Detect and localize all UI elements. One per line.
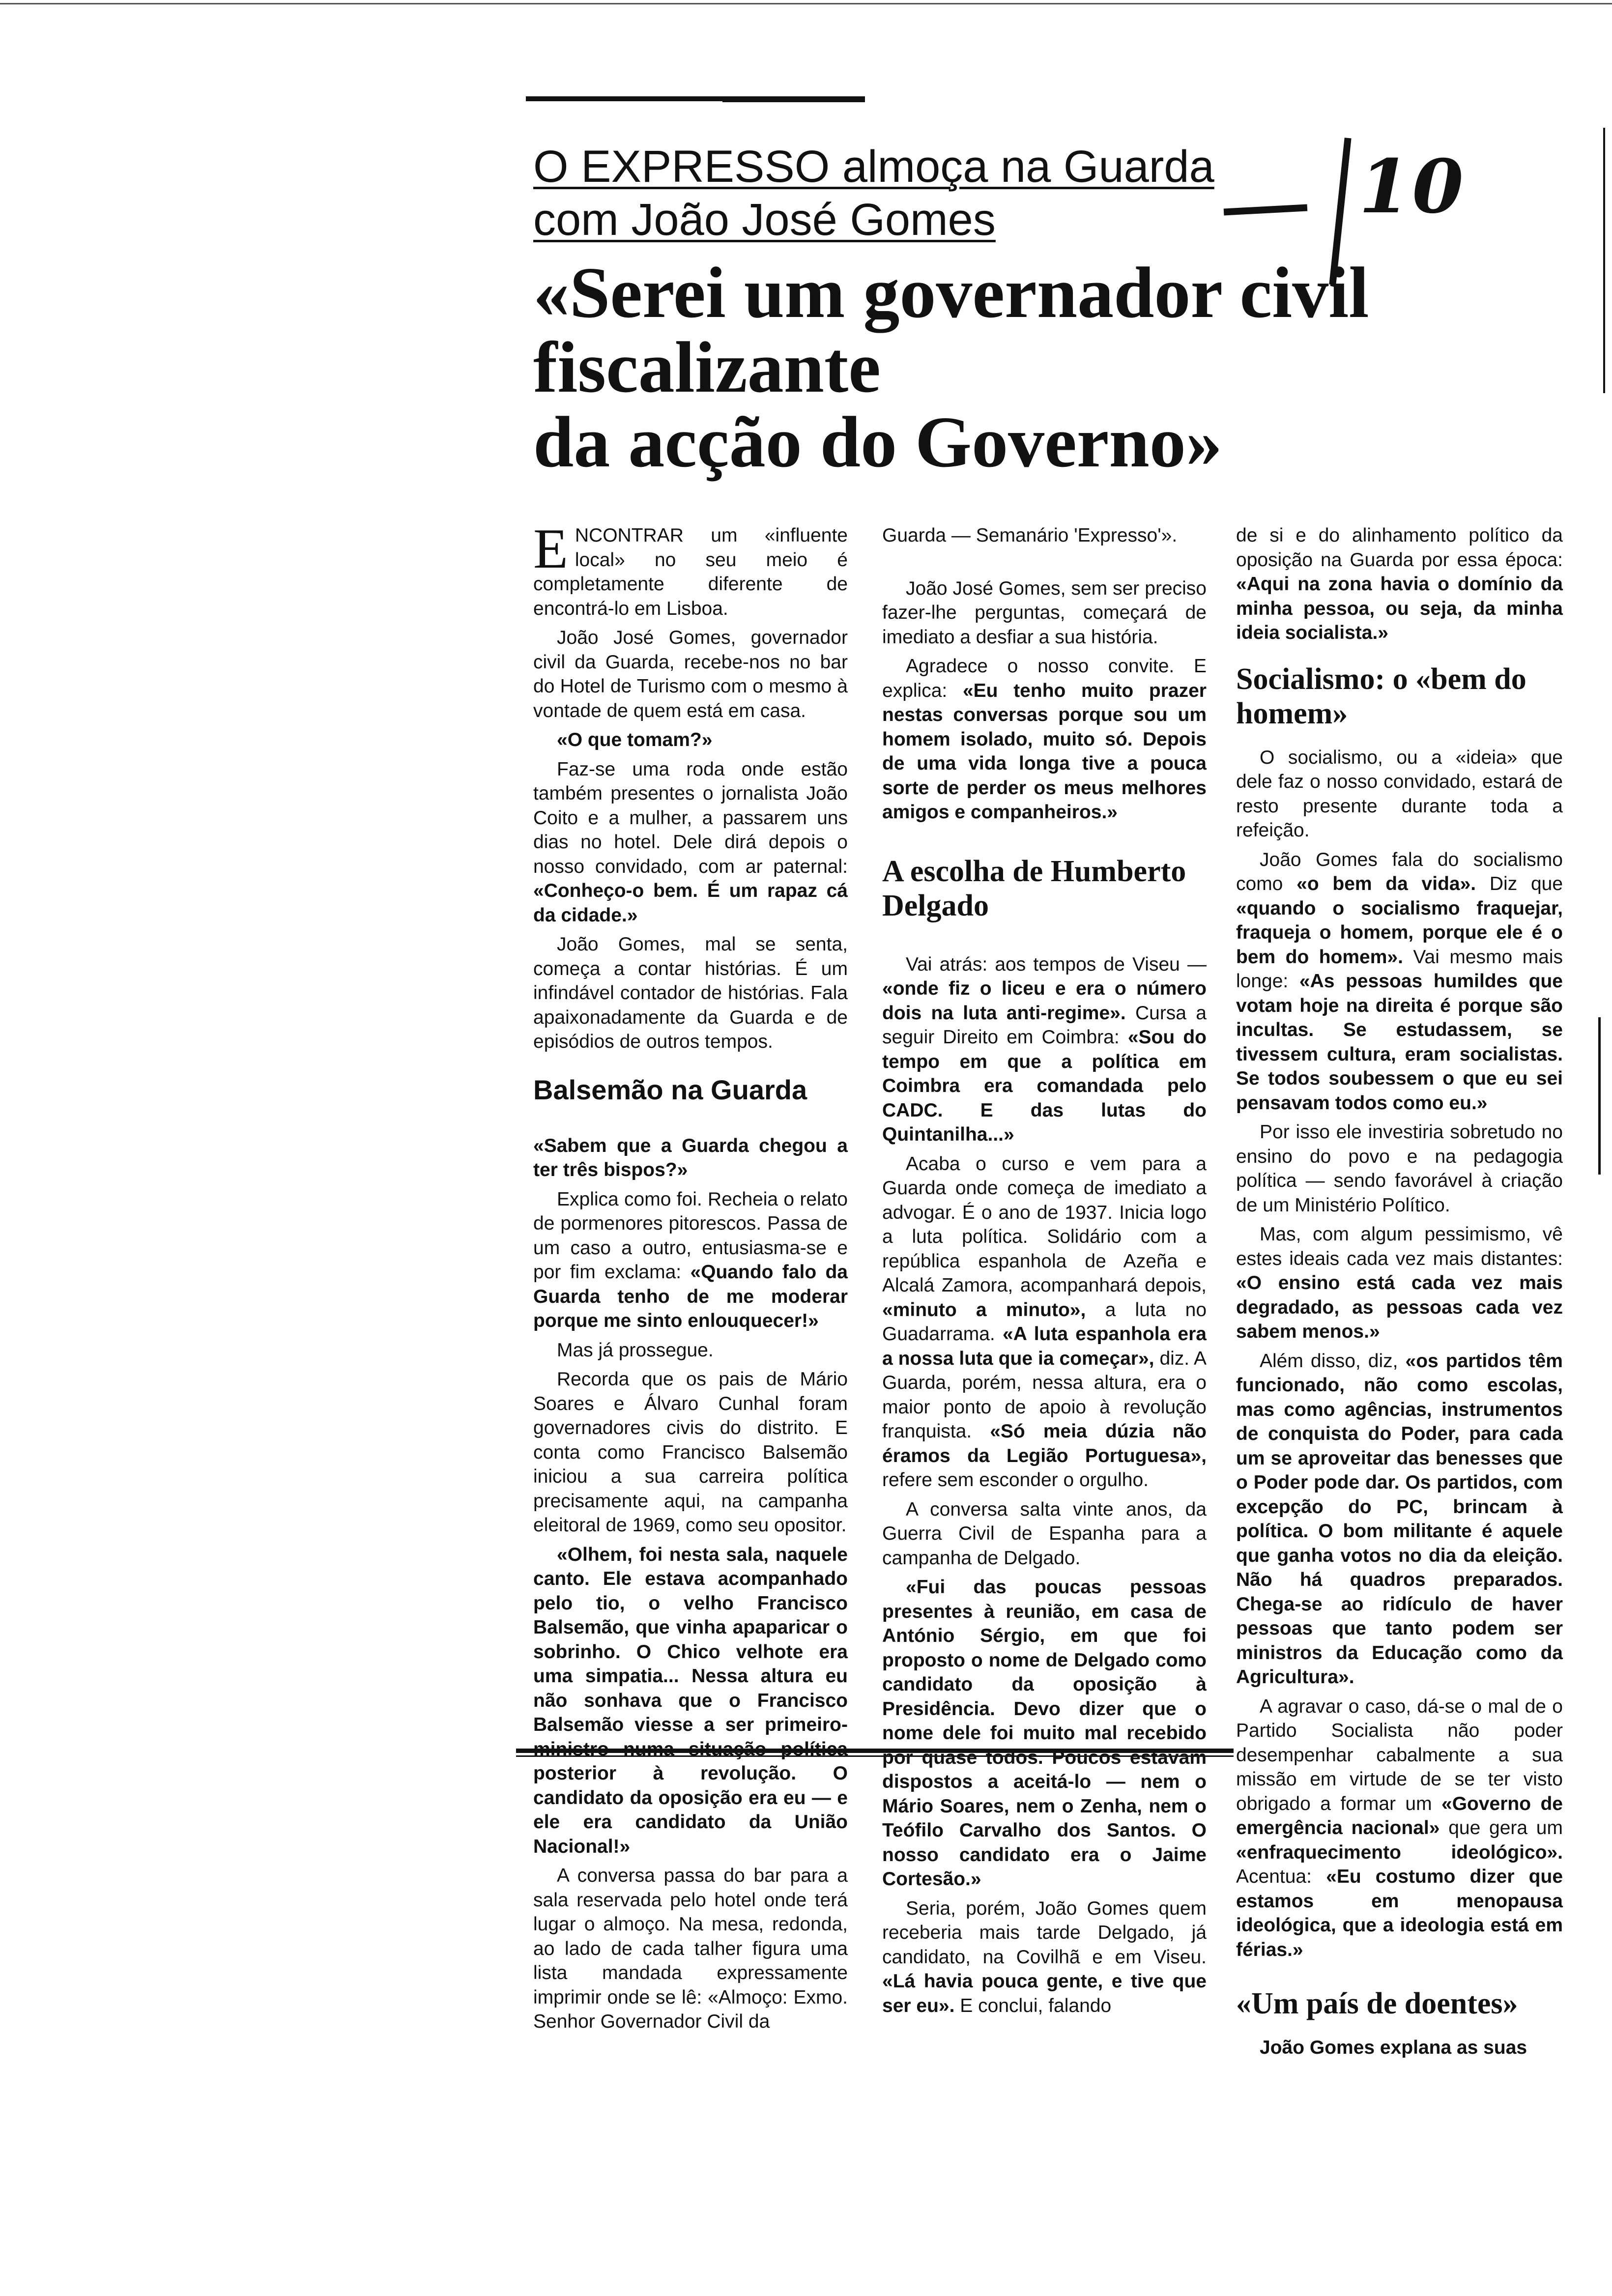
kicker	[533, 140, 1214, 246]
paragraph: Por isso ele investiria sobretudo no ensino do povo e na pedagogia política — sendo favorável à criação de um Ministério Político.	[1236, 1121, 1563, 1216]
paragraph: Guarda — Semanário 'Expresso'».	[882, 525, 1178, 546]
kicker-line-2: com João José Gomes	[533, 195, 996, 245]
paragraph: O socialismo, ou a «ideia» que dele faz o nosso convidado, estará de resto presente durante toda a refeição.	[1236, 746, 1563, 841]
paragraph: Vai atrás: aos tempos de Viseu — «onde fiz o liceu e era o número dois na luta anti-regime». Cursa a seguir Direito em Coimbra: «Sou do tempo em que a política em Coimbra era comandada pelo CADC. E das lutas do Quintanilha...»	[882, 953, 1207, 1145]
drop-cap: E	[533, 517, 568, 580]
paragraph: João Gomes explana as suas	[1260, 2037, 1527, 2058]
paragraph: Mas já prossegue.	[557, 1339, 714, 1361]
paragraph: Acaba o curso e vem para a Guarda onde começa de imediato a advogar. É o ano de 1937. Inicia logo a luta política. Solidário com a república espanhola de Azeña e Alcalá Zamora, acompanhará depois, «minuto a minuto», a luta no Guadarrama. «A luta espanhola era a nossa luta que ia começar», diz. A Guarda, porém, nessa altura, era o maior ponto de apoio à revolução franquista. «Só meia dúzia não éramos da Legião Portuguesa», refere sem esconder o orgulho.	[882, 1153, 1207, 1491]
subheading-socialismo: Socialismo: o «bem do homem»	[1236, 662, 1526, 730]
column-1	[533, 517, 848, 2039]
column-3	[1236, 523, 1563, 2065]
paragraph: A conversa passa do bar para a sala reservada pelo hotel onde terá lugar o almoço. Na mesa, redonda, ao lado de cada talher figura uma lista mandada expressamente imprimir onde se lê: «Almoço: Exmo. Senhor Governador Civil da	[533, 1865, 848, 2032]
handwritten-number: 10	[1359, 144, 1466, 230]
subheading-balsemao: Balsemão na Guarda	[533, 1074, 807, 1105]
paragraph: Explica como foi. Recheia o relato de pormenores pitorescos. Passa de um caso a outro, entusiasma-se e por fim exclama: «Quando falo da Guarda tenho de me moderar porque me sinto enlouquecer!»	[533, 1188, 848, 1331]
paragraph: Além disso, diz, «os partidos têm funcionado, não como escolas, mas como agências, instrumentos de conquista do Poder, para cada um se aproveitar das benesses que o Poder pode dar. Os partidos, com excepção do PC, brincam à política. O bom militante é aquele que ganha votos no dia da eleição. Não há quadros preparados. Chega-se ao ridículo de haver pessoas que tanto podem ser ministros da Educação como da Agricultura».	[1236, 1350, 1563, 1688]
paragraph: «Fui das poucas pessoas presentes à reunião, em casa de António Sérgio, em que foi proposto o nome de Delgado como candidato da oposição à Presidência. Devo dizer que o nome dele foi muito mal recebido por quase todos. Poucos estavam dispostos a aceitá-lo — nem o Mário Soares, nem o Zenha, nem o Teófilo Carvalho dos Santos. O nosso candidato era o Jaime Cortesão.»	[882, 1577, 1207, 1890]
headline-line-2: fiscalizante	[533, 327, 881, 408]
paragraph: Mas, com algum pessimismo, vê estes ideais cada vez mais distantes: «O ensino está cada vez mais degradado, as pessoas cada vez sabem menos.»	[1236, 1224, 1563, 1342]
paragraph: Seria, porém, João Gomes quem receberia mais tarde Delgado, já candidato, na Covilhã e em Viseu. «Lá havia pouca gente, e tive que ser eu». E conclui, falando	[882, 1897, 1207, 2016]
headline	[533, 253, 1516, 483]
right-edge-line	[1603, 128, 1605, 393]
kicker-top-rule-thin	[722, 101, 865, 102]
paragraph: «O que tomam?»	[557, 729, 713, 750]
column-2	[882, 523, 1207, 2023]
paragraph: «Sabem que a Guarda chegou a ter três bispos?»	[533, 1135, 848, 1180]
headline-line-3: da acção do Governo»	[533, 402, 1222, 483]
paragraph: de si e do alinhamento político da oposição na Guarda por essa época: «Aqui na zona havia o domínio da minha pessoa, ou seja, da minha ideia socialista.»	[1236, 525, 1563, 643]
right-edge-line-2	[1598, 1017, 1601, 1175]
paragraph: Agradece o nosso convite. E explica: «Eu tenho muito prazer nestas conversas porque sou um homem isolado, muito só. Depois de uma vida longa tive a pouca sorte de perder os meus melhores amigos e companheiros.»	[882, 656, 1207, 823]
paragraph: João José Gomes, sem ser preciso fazer-lhe perguntas, começará de imediato a desfiar a sua história.	[882, 577, 1207, 648]
page-top-rule	[0, 3, 1612, 4]
paragraph: A conversa salta vinte anos, da Guerra Civil de Espanha para a campanha de Delgado.	[882, 1498, 1207, 1569]
paragraph: Faz-se uma roda onde estão também presentes o jornalista João Coito e a mulher, a passarem uns dias no hotel. Dele dirá depois o nosso convidado, com ar paternal: «Conheço-o bem. É um rapaz cá da cidade.»	[533, 758, 848, 926]
paragraph: ENCONTRAR um «influente local» no seu meio é completamente diferente de encontrá-lo em Lisboa.	[533, 517, 848, 619]
paragraph: João Gomes fala do socialismo como «o bem da vida». Diz que «quando o socialismo fraquejar, fraqueja o homem, porque ele é o bem do homem». Vai mesmo mais longe: «As pessoas humildes que votam hoje na direita é porque são incultas. Se estudassem, se tivessem cultura, eram socialistas. Se todos soubessem o que eu sei pensavam todos como eu.»	[1236, 849, 1563, 1114]
subheading-pais-de-doentes: «Um país de doentes»	[1236, 1987, 1518, 2020]
handwritten-dash	[1224, 204, 1307, 216]
paragraph: A agravar o caso, dá-se o mal de o Partido Socialista não poder desempenhar cabalmente a sua missão em virtude de se ter visto obrigado a formar um «Governo de emergência nacional» que gera um «enfraquecimento ideológico». Acentua: «Eu costumo dizer que estamos em menopausa ideológica, que a ideologia está em férias.»	[1236, 1695, 1563, 1960]
paragraph: «Olhem, foi nesta sala, naquele canto. Ele estava acompanhado pelo tio, o velho Francisco Balsemão, que vinha apaparicar o sobrinho. O Chico velhote era uma simpatia... Nessa altura eu não sonhava que o Francisco Balsemão viesse a ser primeiro-ministro numa situação política posterior à revolução. O candidato da oposição era eu — e ele era candidato da União Nacional!»	[533, 1544, 848, 1857]
headline-line-1: «Serei um governador civil	[533, 253, 1369, 333]
paragraph: João Gomes, mal se senta, começa a contar histórias. É um infindável contador de histórias. Fala apaixonadamente da Guarda e de episódios de outros tempos.	[533, 934, 848, 1052]
paragraph: João José Gomes, governador civil da Guarda, recebe-nos no bar do Hotel de Turismo com o mesmo à vontade de quem está em casa.	[533, 627, 848, 721]
kicker-line-1: O EXPRESSO almoça na Guarda	[533, 142, 1214, 192]
paragraph: Recorda que os pais de Mário Soares e Álvaro Cunhal foram governadores civis do distrito. E conta como Francisco Balsemão iniciou a sua carreira política precisamente aqui, na campanha eleitoral de 1969, como seu opositor.	[533, 1369, 848, 1536]
subheading-humberto-delgado: A escolha de Humberto Delgado	[882, 854, 1186, 922]
